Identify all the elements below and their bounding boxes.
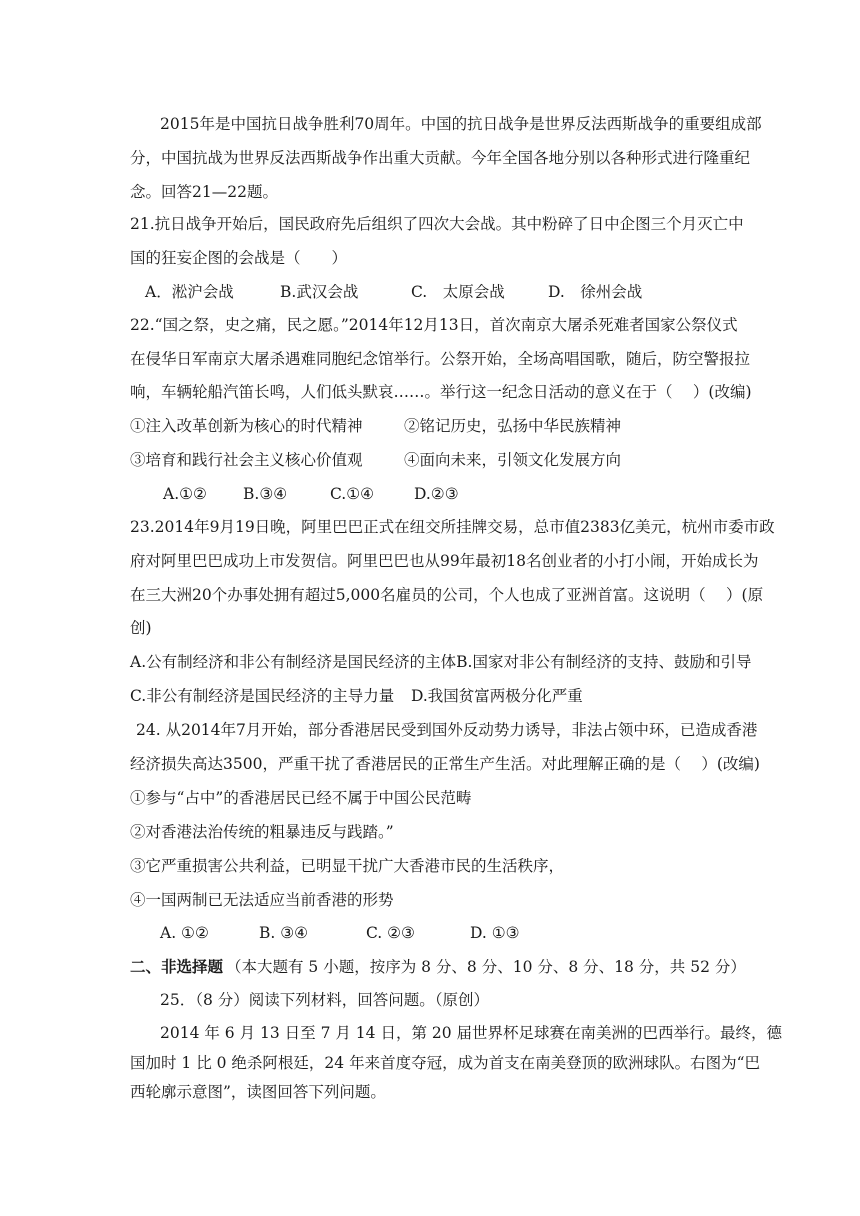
q24-option-a: A. ①② — [160, 924, 209, 942]
q22-statement-3: ③培育和践行社会主义核心价值观 — [130, 451, 363, 469]
intro-line-2: 分，中国抗战为世界反法西斯战争作出重大贡献。今年全国各地分别以各种形式进行隆重纪 — [130, 149, 751, 167]
q22-option-c: C.①④ — [330, 485, 375, 503]
q21-options — [0, 282, 860, 302]
q22-statements-row-2 — [0, 450, 860, 470]
q22-option-d: D.②③ — [414, 485, 459, 503]
intro-line-1: 2015年是中国抗日战争胜利70周年。中国的抗日战争是世界反法西斯战争的重要组成部 — [160, 115, 762, 133]
q24-statement-1: ①参与“占中”的香港居民已经不属于中国公民范畴 — [130, 789, 472, 807]
q23-options-cd — [0, 686, 860, 706]
q25-para-line-3: 西轮廓示意图”，读图回答下列问题。 — [130, 1083, 386, 1101]
q24-options — [0, 923, 860, 943]
intro-line-3: 念。回答21—22题。 — [130, 183, 278, 201]
q21-option-c: C. 太原会战 — [411, 283, 505, 301]
q23-options-ab: A.公有制经济和非公有制经济是国民经济的主体B.国家对非公有制经济的支持、鼓励和引导 — [130, 653, 752, 671]
section-2-note: （本大题有 5 小题，按序为 8 分、8 分、10 分、8 分、18 分，共 52 分） — [226, 958, 746, 976]
q21-line-2: 国的狂妄企图的会战是（ ） — [130, 249, 348, 267]
q23-line-4: 创) — [130, 619, 152, 637]
q24-option-d: D. ①③ — [470, 924, 520, 942]
q22-option-a: A.①② — [163, 485, 207, 503]
q22-statement-2: ②铭记历史，弘扬中华民族精神 — [404, 417, 622, 435]
q22-statements-row-1 — [0, 416, 860, 436]
q25-para-line-1: 2014 年 6 月 13 日至 7 月 14 日，第 20 届世界杯足球赛在南美洲的巴西举行。最终，德 — [160, 1024, 783, 1042]
q21-option-d: D. 徐州会战 — [548, 283, 643, 301]
q24-statement-2: ②对香港法治传统的粗暴违反与践踏。” — [130, 823, 394, 841]
q22-statement-4: ④面向未来，引领文化发展方向 — [404, 451, 622, 469]
q22-options — [0, 484, 860, 504]
q22-statement-1: ①注入改革创新为核心的时代精神 — [130, 417, 363, 435]
q25-para-line-2: 国加时 1 比 0 绝杀阿根廷，24 年来首度夺冠，成为首支在南美登顶的欧洲球队。右图为“巴 — [130, 1054, 761, 1072]
q23-line-1: 23.2014年9月19日晚，阿里巴巴正式在纽交所挂牌交易，总市值2383亿美元，杭州市委市政 — [130, 518, 775, 536]
q23-option-c: C.非公有制经济是国民经济的主导力量 — [130, 687, 395, 705]
q23-line-3: 在三大洲20个办事处拥有超过5,000名雇员的公司，个人也成了亚洲首富。这说明（ ）(原 — [130, 586, 764, 604]
section-2-title: 二、非选择题 — [130, 957, 224, 976]
q24-option-c: C. ②③ — [366, 924, 415, 942]
section-2-heading — [0, 957, 860, 977]
q22-line-2: 在侵华日军南京大屠杀遇难同胞纪念馆举行。公祭开始，全场高唱国歌，随后，防空警报拉 — [130, 350, 751, 368]
q24-line-2: 经济损失高达3500，严重干扰了香港居民的正常生产生活。对此理解正确的是（ ）(改编) — [130, 755, 760, 773]
q25-line-1: 25．（8 分）阅读下列材料，回答问题。（原创） — [160, 991, 490, 1009]
q21-option-b: B.武汉会战 — [280, 283, 359, 301]
q21-line-1: 21.抗日战争开始后，国民政府先后组织了四次大会战。其中粉碎了日中企图三个月灭亡中 — [130, 215, 744, 233]
q22-option-b: B.③④ — [243, 485, 288, 503]
q21-option-a: A．淞沪会战 — [145, 283, 234, 301]
q22-line-3: 响，车辆轮船汽笛长鸣，人们低头默哀……。举行这一纪念日活动的意义在于（ ）(改编) — [130, 383, 752, 401]
q24-option-b: B. ③④ — [259, 924, 309, 942]
q24-statement-3: ③它严重损害公共利益，已明显干扰广大香港市民的生活秩序， — [130, 857, 565, 875]
q24-line-1: 24. 从2014年7月开始，部分香港居民受到国外反动势力诱导，非法占领中环，已造成香港 — [136, 721, 758, 739]
q24-statement-4: ④一国两制已无法适应当前香港的形势 — [130, 891, 394, 909]
q23-option-d: D.我国贫富两极分化严重 — [411, 687, 583, 705]
q23-line-2: 府对阿里巴巴成功上市发贺信。阿里巴巴也从99年最初18名创业者的小打小闹，开始成长为 — [130, 552, 759, 570]
q22-line-1: 22.“国之祭，史之痛，民之愿。”2014年12月13日，首次南京大屠杀死难者国家公祭仪式 — [130, 316, 738, 334]
